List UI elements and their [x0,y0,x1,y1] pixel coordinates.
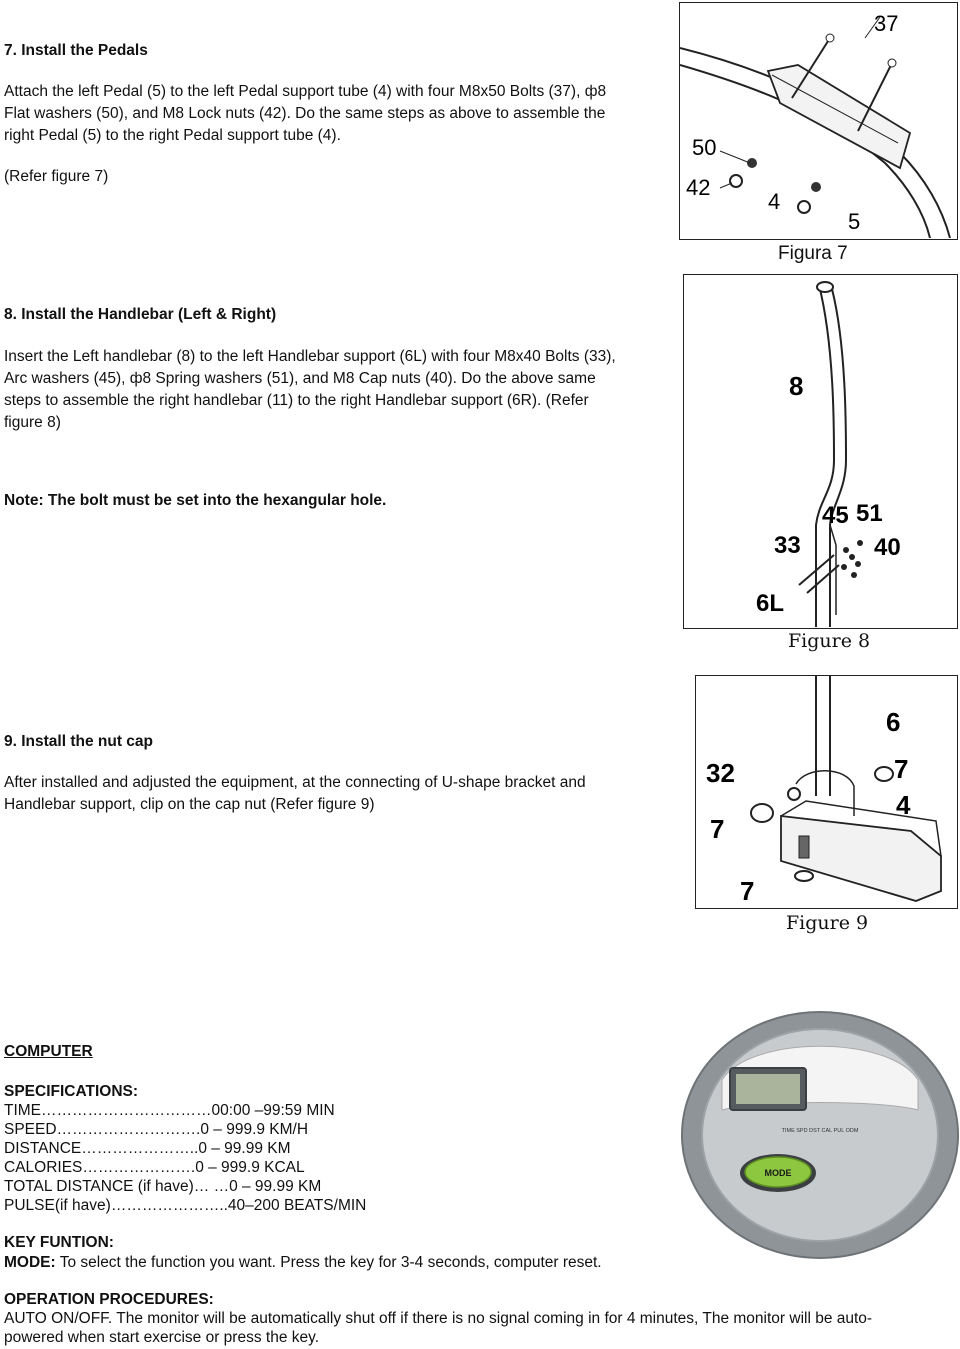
callout-label: 40 [874,534,901,561]
section-8-text-line: Arc washers (45), ф8 Spring washers (51), and M8 Cap nuts (40). Do the above same [4,370,596,387]
computer-console-image [680,1010,960,1260]
key-function-heading: KEY FUNTION: [4,1234,114,1251]
mode-label: MODE: [4,1254,56,1271]
section-7-refer: (Refer figure 7) [4,168,109,185]
section-9-text-line: After installed and adjusted the equipment, at the connecting of U-shape bracket and [4,774,586,791]
section-8-text-line: figure 8) [4,414,61,431]
callout-label: 51 [856,500,883,527]
figure-9-caption: Figure 9 [786,912,869,934]
spec-item: TIME……………………………00:00 –99:59 MIN [4,1102,335,1119]
section-8-note: Note: The bolt must be set into the hexangular hole. [4,492,387,509]
figure-8-caption: Figure 8 [788,630,871,652]
callout-label: 4 [768,189,781,214]
callout-label: 33 [774,532,801,559]
spec-item: SPEED……………………….0 – 999.9 KM/H [4,1121,309,1138]
nut-cap-assembly-drawing [696,676,956,907]
callout-label: 7 [710,814,725,844]
callout-label: 7 [740,876,755,906]
mode-text: To select the function you want. Press the key for 3-4 seconds, computer reset. [55,1254,602,1271]
section-8-text-line: Insert the Left handlebar (8) to the left Handlebar support (6L) with four M8x40 Bolts (33), [4,348,616,365]
operation-text-line: powered when start exercise or press the key. [4,1329,320,1346]
callout-label: 45 [822,502,849,529]
lcd-display [736,1074,800,1104]
operation-text-line: AUTO ON/OFF. The monitor will be automatically shut off if there is no signal coming in for 4 minutes, The monitor will be auto- [4,1310,873,1327]
figure-9-illustration [695,675,958,909]
spec-item: TOTAL DISTANCE (if have)… …0 – 99.99 KM [4,1178,322,1195]
computer-heading: COMPUTER [4,1043,93,1060]
figure-7-illustration [679,2,958,240]
callout-label: 4 [896,790,911,820]
operation-procedures-heading: OPERATION PROCEDURES: [4,1291,214,1308]
callout-label: 50 [692,135,717,160]
callout-label: 6L [756,590,785,617]
spec-item: DISTANCE…………………..0 – 99.99 KM [4,1140,291,1157]
handlebar-assembly-drawing [684,275,956,627]
callout-label: 37 [874,11,899,36]
section-7-text-line: right Pedal (5) to the right Pedal support tube (4). [4,127,341,144]
section-7-text-line: Attach the left Pedal (5) to the left Pedal support tube (4) with four M8x50 Bolts (37), ф8 [4,83,607,100]
mode-description [4,1252,602,1273]
callout-label: 8 [789,371,804,401]
spec-item: CALORIES………………….0 – 999.9 KCAL [4,1159,305,1176]
callout-label: 32 [706,758,735,788]
callout-label: 5 [848,209,861,234]
section-8-heading: 8. Install the Handlebar (Left & Right) [4,306,277,323]
callout-label: 6 [886,707,901,737]
spec-list [4,1101,366,1215]
figure-7-caption: Figura 7 [778,243,848,264]
section-8-text-line: steps to assemble the right handlebar (11) to the right Handlebar support (6R). (Refer [4,392,589,409]
section-7-heading: 7. Install the Pedals [4,42,148,59]
callout-label: 7 [894,754,909,784]
section-9-text-line: Handlebar support, clip on the cap nut (Refer figure 9) [4,796,375,813]
mode-button-label: MODE [764,1168,792,1178]
section-7-text-line: Flat washers (50), and M8 Lock nuts (42). Do the same steps as above to assemble the [4,105,606,122]
console-drawing [680,1010,960,1260]
display-legend: TIME SPD DST CAL PUL ODM [781,1128,859,1134]
figure-8-illustration [683,274,958,629]
callout-label: 42 [686,175,711,200]
spec-item: PULSE(if have)…………………..40–200 BEATS/MIN [4,1197,367,1214]
section-9-heading: 9. Install the nut cap [4,733,153,750]
pedal-assembly-drawing [680,3,956,238]
specifications-heading: SPECIFICATIONS: [4,1083,139,1100]
